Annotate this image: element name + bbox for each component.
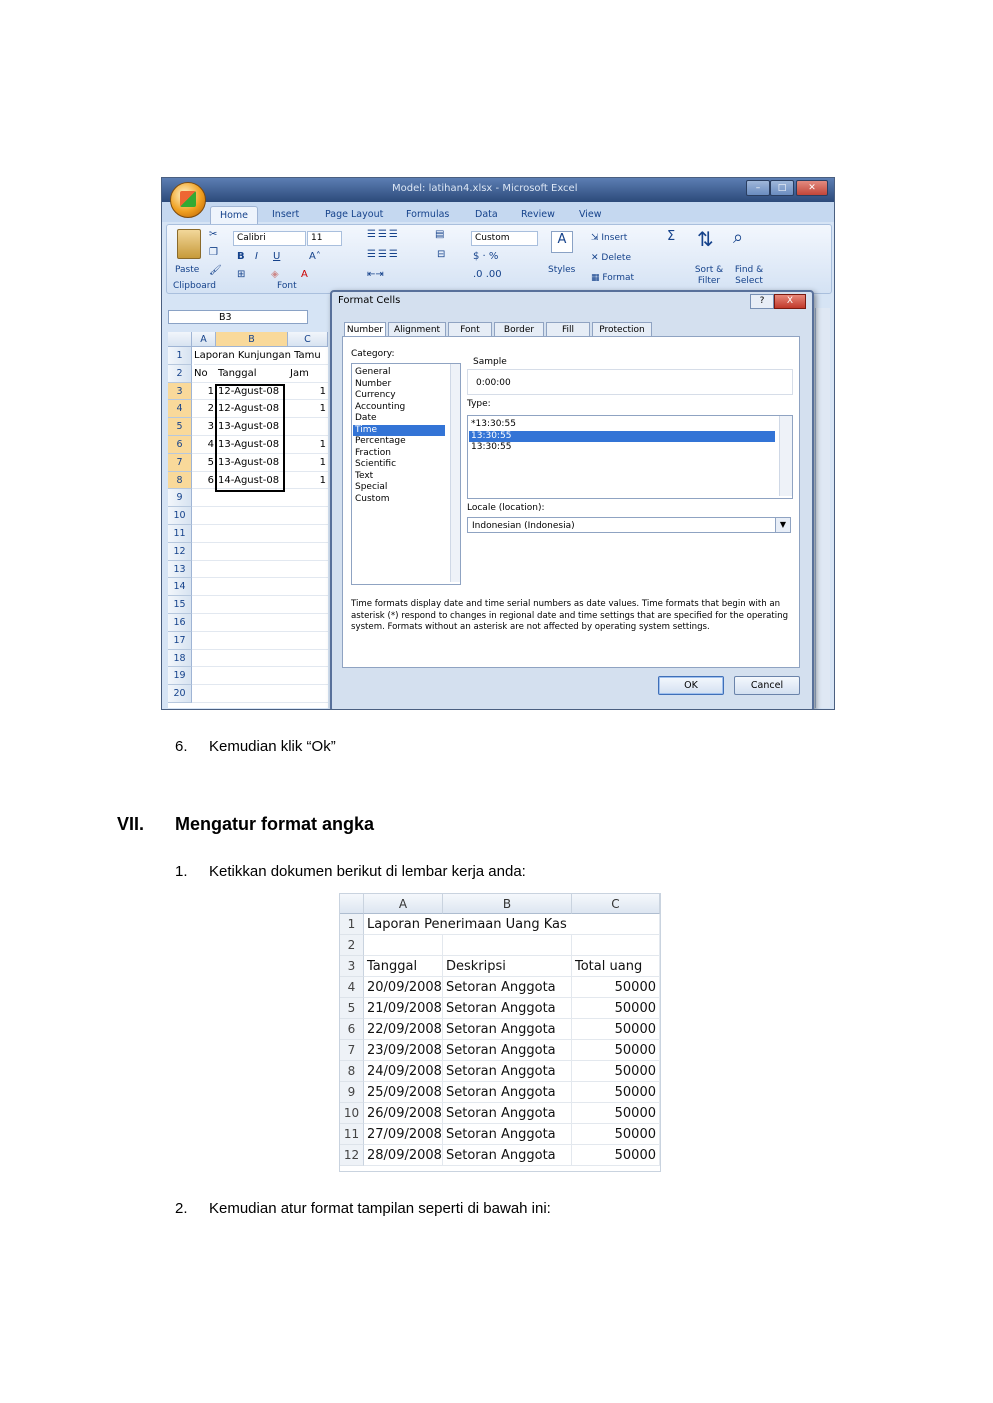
wrap-text-icon[interactable]: ▤ — [435, 229, 445, 240]
cell-c[interactable] — [288, 507, 328, 525]
table-row-number: 11 — [340, 1124, 364, 1145]
cell-c[interactable]: 1 — [288, 383, 328, 401]
help-button[interactable]: ? — [750, 294, 774, 309]
cell-a[interactable] — [192, 685, 216, 703]
select-all-corner[interactable] — [168, 332, 192, 347]
fill-color-icon[interactable]: ◈ — [271, 269, 279, 280]
cell-c[interactable]: 1 — [288, 400, 328, 418]
category-item[interactable]: Number — [355, 378, 392, 389]
column-header-a[interactable]: A — [192, 332, 216, 347]
table-cell-b: Setoran Anggota — [443, 1061, 572, 1082]
table-cell-c: 50000 — [572, 1082, 660, 1103]
table-row-number: 12 — [340, 1145, 364, 1166]
cell-b[interactable] — [216, 667, 288, 685]
table-cell-a — [364, 935, 443, 956]
row-header[interactable]: 8 — [168, 472, 192, 490]
type-list[interactable] — [467, 415, 793, 499]
decimal-icons[interactable]: .0 .00 — [473, 269, 502, 280]
cell-c[interactable] — [288, 489, 328, 507]
category-scrollbar[interactable] — [450, 364, 460, 582]
vertical-scrollbar[interactable] — [815, 308, 830, 708]
cell-c[interactable]: 1 — [288, 436, 328, 454]
step-6-text: Kemudian klik “Ok” — [209, 738, 336, 755]
table-cell-c: 50000 — [572, 998, 660, 1019]
tab-border[interactable]: Border — [494, 322, 544, 337]
category-item[interactable]: Scientific — [355, 459, 397, 469]
step-2-text: Kemudian atur format tampilan seperti di bawah ini: — [209, 1200, 551, 1217]
table-row-number: 10 — [340, 1103, 364, 1124]
cell-c[interactable]: Jam — [288, 365, 328, 383]
section-number: VII. — [117, 814, 145, 834]
cell-a[interactable] — [192, 489, 216, 507]
row-header[interactable]: 10 — [168, 507, 192, 525]
table-cell-b: Setoran Anggota — [443, 1019, 572, 1040]
cell-a[interactable]: 3 — [192, 418, 216, 436]
column-header-b[interactable]: B — [216, 332, 288, 347]
office-button[interactable] — [170, 182, 206, 218]
name-box[interactable]: B3 — [168, 310, 308, 324]
category-list[interactable] — [351, 363, 461, 585]
paste-icon[interactable] — [177, 229, 201, 259]
cell-b[interactable] — [216, 614, 288, 632]
format-cells-button[interactable]: ▦ Format — [591, 273, 635, 283]
row-header[interactable]: 9 — [168, 489, 192, 507]
table-cell-a: 26/09/2008 — [364, 1103, 443, 1124]
cell-b[interactable]: 12-Agust-08 — [216, 383, 288, 401]
table-column-c: C — [572, 894, 660, 914]
table-cell-b: Setoran Anggota — [443, 1040, 572, 1061]
row-header[interactable]: 4 — [168, 400, 192, 418]
borders-icon[interactable]: ⊞ — [237, 269, 246, 280]
find-select-label[interactable]: Find & Select — [734, 265, 764, 286]
type-item[interactable]: 13:30:55 — [469, 431, 775, 443]
row-header[interactable]: 15 — [168, 596, 192, 614]
table-row-number: 1 — [340, 914, 364, 935]
format-painter-icon[interactable]: 🖌 — [209, 265, 222, 276]
category-item[interactable]: Time — [353, 425, 445, 437]
table-corner — [340, 894, 364, 914]
table-cell-a: 24/09/2008 — [364, 1061, 443, 1082]
cell-a[interactable] — [192, 632, 216, 650]
row-header[interactable]: 6 — [168, 436, 192, 454]
table-row-number: 2 — [340, 935, 364, 956]
table-cell-c: 50000 — [572, 1145, 660, 1166]
row-header[interactable]: 17 — [168, 632, 192, 650]
group-clipboard-label: Clipboard — [173, 281, 216, 291]
cell-a[interactable]: 2 — [192, 400, 216, 418]
cell-c[interactable]: 1 — [288, 472, 328, 490]
row-header[interactable]: 13 — [168, 561, 192, 579]
insert-label: Insert — [601, 233, 628, 243]
font-size-box[interactable]: 11 — [307, 231, 342, 246]
format-cells-dialog — [330, 290, 814, 710]
align-top-icons[interactable]: ☰☰☰ — [367, 229, 400, 240]
autosum-icon[interactable]: Σ — [667, 229, 676, 244]
cell-b[interactable]: 13-Agust-08 — [216, 418, 288, 436]
cell-b[interactable] — [216, 632, 288, 650]
table-cell-a: 22/09/2008 — [364, 1019, 443, 1040]
cell-c[interactable] — [288, 561, 328, 579]
tab-formulas[interactable]: Formulas — [406, 209, 450, 220]
close-window-button[interactable]: ✕ — [796, 180, 828, 196]
type-item[interactable]: 13:30:55 — [471, 442, 512, 452]
cell-a[interactable]: 1 — [192, 383, 216, 401]
dialog-title: Format Cells — [338, 295, 401, 306]
cell-b[interactable] — [216, 507, 288, 525]
window-title: Model: latihan4.xlsx - Microsoft Excel — [392, 183, 578, 194]
table-cell-b: Setoran Anggota — [443, 1124, 572, 1145]
table-column-a: A — [364, 894, 443, 914]
row-header[interactable]: 18 — [168, 650, 192, 668]
cell-a[interactable] — [192, 525, 216, 543]
delete-cells-button[interactable]: ✕ Delete — [591, 253, 631, 263]
cell-a[interactable]: No — [192, 365, 216, 383]
table-cell-b: Setoran Anggota — [443, 1145, 572, 1166]
tab-number[interactable]: Number — [344, 322, 386, 338]
type-scrollbar[interactable] — [779, 416, 792, 496]
cell-b[interactable] — [216, 650, 288, 668]
tab-page-layout[interactable]: Page Layout — [325, 209, 384, 220]
format-label: Format — [602, 273, 635, 283]
table-cell-b: Deskripsi — [443, 956, 572, 977]
number-format-box[interactable]: Custom — [471, 231, 538, 246]
tab-insert[interactable]: Insert — [272, 209, 300, 220]
group-font-label: Font — [277, 281, 297, 291]
category-item[interactable]: Date — [355, 413, 377, 423]
delete-label: Delete — [601, 253, 631, 263]
cell-b[interactable]: 13-Agust-08 — [216, 454, 288, 472]
section-title: Mengatur format angka — [175, 814, 375, 834]
table-cell-c: 50000 — [572, 1040, 660, 1061]
table-title-cell: Laporan Penerimaan Uang Kas — [364, 914, 572, 935]
table-column-b: B — [443, 894, 572, 914]
indent-icons[interactable]: ⇤⇥ — [367, 269, 384, 280]
cell-b[interactable] — [216, 685, 288, 703]
format-description: Time formats display date and time serial numbers as date values. Time formats that begin with an asterisk (*) respond to changes in regional date and time settings that are specified for the operating system. Formats without an asterisk are not affected by operating system settings. — [351, 599, 789, 633]
row-header[interactable]: 3 — [168, 383, 192, 401]
sort-filter-label[interactable]: Sort & Filter — [694, 265, 724, 286]
cell-b[interactable]: 14-Agust-08 — [216, 472, 288, 490]
column-header-c[interactable]: C — [288, 332, 328, 347]
cell-c[interactable] — [288, 614, 328, 632]
cell-b[interactable]: Tanggal — [216, 365, 288, 383]
category-label: Category: — [351, 349, 395, 359]
dialog-close-button[interactable]: X — [774, 294, 806, 309]
row-header[interactable]: 5 — [168, 418, 192, 436]
ok-button[interactable]: OK — [658, 676, 724, 695]
excel-screenshot — [161, 177, 835, 710]
tab-review[interactable]: Review — [521, 209, 555, 220]
cell-a[interactable] — [192, 561, 216, 579]
tab-fill[interactable]: Fill — [546, 322, 590, 337]
cell-a[interactable]: 4 — [192, 436, 216, 454]
table-cell-a: 20/09/2008 — [364, 977, 443, 998]
cell-a[interactable]: 6 — [192, 472, 216, 490]
copy-icon[interactable]: ❐ — [209, 247, 218, 258]
cell-a[interactable] — [192, 543, 216, 561]
cell-a[interactable] — [192, 667, 216, 685]
cell-a[interactable] — [192, 614, 216, 632]
locale-label: Locale (location): — [467, 503, 545, 513]
tab-protection[interactable]: Protection — [592, 322, 652, 337]
cell-c[interactable] — [288, 685, 328, 703]
locale-select[interactable] — [467, 517, 791, 533]
cell-c[interactable] — [288, 596, 328, 614]
category-item[interactable]: Special — [355, 482, 388, 492]
align-left-icons[interactable]: ☰☰☰ — [367, 249, 400, 260]
type-label: Type: — [467, 399, 491, 409]
cell-b[interactable] — [216, 489, 288, 507]
bold-button[interactable]: B — [237, 251, 245, 262]
tab-font[interactable]: Font — [448, 322, 492, 337]
row-header[interactable]: 11 — [168, 525, 192, 543]
table-cell-b — [443, 935, 572, 956]
step-2-number: 2. — [175, 1200, 188, 1217]
table-cell-c: Total uang — [572, 956, 660, 977]
find-select-icon[interactable]: ⌕ — [733, 227, 744, 248]
cell-a[interactable] — [192, 507, 216, 525]
table-cell-a: 27/09/2008 — [364, 1124, 443, 1145]
category-item[interactable]: General — [355, 367, 391, 377]
category-item[interactable]: Currency — [355, 390, 396, 400]
font-color-icon[interactable]: A — [301, 269, 308, 280]
table-cell-a: 25/09/2008 — [364, 1082, 443, 1103]
row-header[interactable]: 19 — [168, 667, 192, 685]
cell-c[interactable] — [288, 578, 328, 596]
step-6-number: 6. — [175, 738, 188, 755]
cell-b[interactable] — [216, 561, 288, 579]
row-header[interactable]: 16 — [168, 614, 192, 632]
cell-c[interactable] — [288, 525, 328, 543]
table-row-number: 7 — [340, 1040, 364, 1061]
cash-receipt-table — [339, 893, 661, 1172]
cut-icon[interactable]: ✂ — [209, 229, 218, 240]
row-header[interactable]: 20 — [168, 685, 192, 703]
styles-icon[interactable]: A — [551, 231, 573, 253]
currency-percent-icons[interactable]: $ · % — [473, 251, 499, 262]
category-item[interactable]: Fraction — [355, 447, 391, 458]
table-cell-b: Setoran Anggota — [443, 1082, 572, 1103]
sort-filter-icon[interactable]: ⇅ — [697, 227, 714, 251]
sample-box — [467, 369, 793, 395]
cell-c[interactable] — [288, 650, 328, 668]
table-row-number: 8 — [340, 1061, 364, 1082]
row-header[interactable]: 1 — [168, 347, 192, 365]
cell-a[interactable] — [192, 578, 216, 596]
table-row-number: 9 — [340, 1082, 364, 1103]
styles-label[interactable]: Styles — [548, 265, 576, 275]
cell-b[interactable] — [216, 596, 288, 614]
cell-a[interactable] — [192, 650, 216, 668]
selection-outline — [215, 384, 285, 492]
row-header[interactable]: 12 — [168, 543, 192, 561]
cell-b[interactable] — [216, 543, 288, 561]
minimize-button[interactable]: – — [746, 180, 770, 196]
tab-home[interactable]: Home — [210, 206, 258, 225]
locale-value: Indonesian (Indonesia) — [472, 521, 575, 531]
step-1-text: Ketikkan dokumen berikut di lembar kerja anda: — [209, 863, 526, 880]
ribbon-tab-row — [162, 202, 834, 222]
ribbon — [166, 224, 832, 294]
step-1-number: 1. — [175, 863, 188, 880]
cell-c[interactable] — [288, 418, 328, 436]
chevron-down-icon[interactable]: ▼ — [775, 518, 790, 532]
table-cell-a: 28/09/2008 — [364, 1145, 443, 1166]
cell-a[interactable]: 5 — [192, 454, 216, 472]
paste-label[interactable]: Paste — [175, 265, 200, 275]
table-cell-c — [572, 935, 660, 956]
table-cell-b: Setoran Anggota — [443, 1103, 572, 1124]
table-cell-b: Setoran Anggota — [443, 998, 572, 1019]
office-logo-icon — [180, 191, 196, 207]
table-cell-c: 50000 — [572, 1124, 660, 1145]
row-header[interactable]: 2 — [168, 365, 192, 383]
cell-b[interactable] — [216, 525, 288, 543]
category-item[interactable]: Custom — [355, 493, 390, 504]
table-cell-b: Setoran Anggota — [443, 977, 572, 998]
cell-b[interactable]: 13-Agust-08 — [216, 436, 288, 454]
font-name-box[interactable]: Calibri — [233, 231, 306, 246]
italic-button[interactable]: I — [255, 251, 258, 262]
table-row-number: 4 — [340, 977, 364, 998]
cell-c[interactable] — [288, 667, 328, 685]
merge-center-icon[interactable]: ⊟ — [437, 249, 446, 260]
tab-view[interactable]: View — [579, 209, 602, 220]
table-cell-c: 50000 — [572, 1061, 660, 1082]
title-bar — [162, 178, 834, 202]
table-cell-c: 50000 — [572, 977, 660, 998]
row-header[interactable]: 14 — [168, 578, 192, 596]
insert-cells-button[interactable]: ⇲ Insert — [591, 233, 628, 243]
grow-font-icon[interactable]: A˄ — [309, 251, 321, 262]
table-cell-c: 50000 — [572, 1103, 660, 1124]
sample-label: Sample — [473, 357, 507, 367]
cell-c[interactable]: 1 — [288, 454, 328, 472]
sample-value: 0:00:00 — [476, 378, 511, 388]
row-header[interactable]: 7 — [168, 454, 192, 472]
table-cell-c: 50000 — [572, 1019, 660, 1040]
table-row-number: 6 — [340, 1019, 364, 1040]
maximize-button[interactable]: □ — [770, 180, 794, 196]
number-tab-panel — [342, 336, 800, 668]
cell-b[interactable] — [216, 578, 288, 596]
type-item[interactable]: *13:30:55 — [471, 419, 516, 429]
cell-c[interactable] — [288, 543, 328, 561]
category-item[interactable]: Text — [355, 470, 374, 481]
cancel-button[interactable]: Cancel — [734, 676, 800, 695]
category-item[interactable]: Percentage — [355, 436, 406, 446]
table-cell-a: 23/09/2008 — [364, 1040, 443, 1061]
underline-button[interactable]: U — [273, 251, 281, 262]
tab-alignment[interactable]: Alignment — [388, 322, 446, 337]
cell-b[interactable]: 12-Agust-08 — [216, 400, 288, 418]
sheet-title-cell[interactable]: Laporan Kunjungan Tamu — [194, 347, 328, 365]
table-cell-a: 21/09/2008 — [364, 998, 443, 1019]
category-item[interactable]: Accounting — [355, 401, 406, 412]
cell-a[interactable] — [192, 596, 216, 614]
table-cell-c — [572, 914, 660, 935]
tab-data[interactable]: Data — [475, 209, 498, 220]
table-row-number: 3 — [340, 956, 364, 977]
table-cell-a: Tanggal — [364, 956, 443, 977]
cell-c[interactable] — [288, 632, 328, 650]
table-row-number: 5 — [340, 998, 364, 1019]
